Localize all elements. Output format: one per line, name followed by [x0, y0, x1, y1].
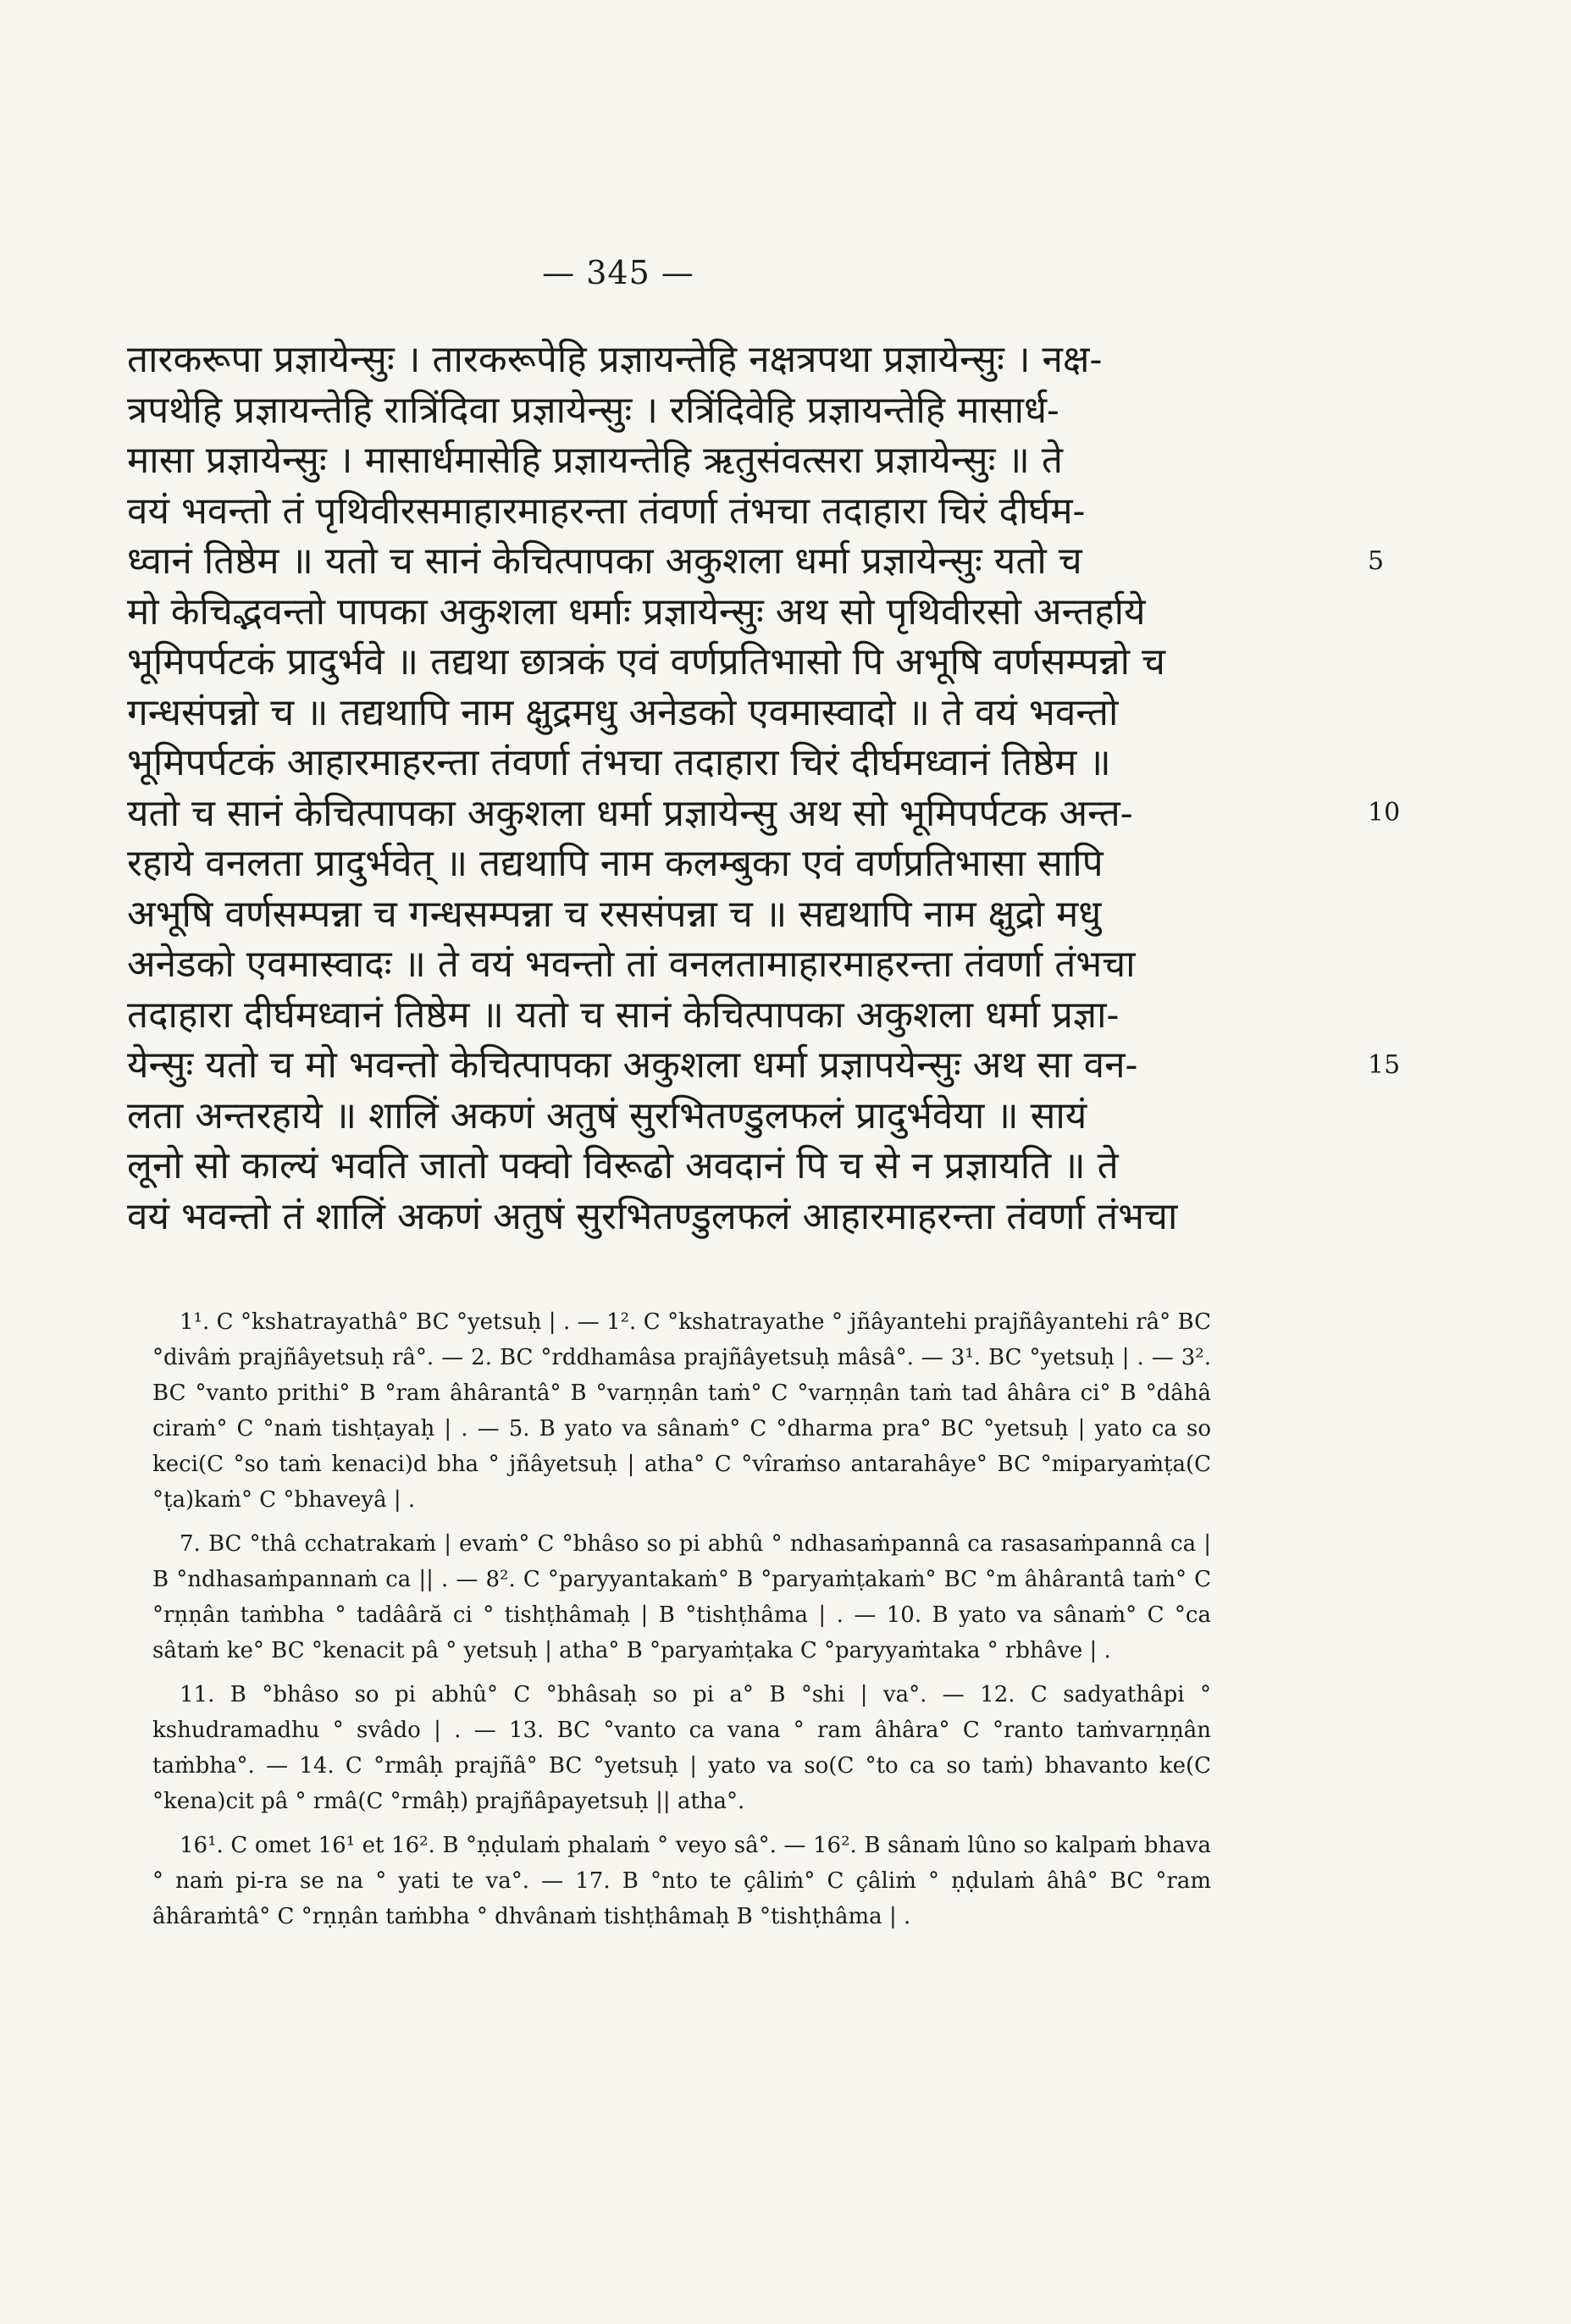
text-line: रहाये वनलता प्रादुर्भवेत् ॥ तद्यथापि नाम कलम्बुका एवं वर्णप्रतिभासा सापि [127, 842, 1104, 885]
text-line: भूमिपर्पटकं आहारमाहरन्ता तंवर्णा तंभचा तदाहारा चिरं दीर्घमध्वानं तिष्ठेम ॥ [127, 741, 1111, 784]
text-line: मासा प्रज्ञायेन्सुः । मासार्धमासेहि प्रज्ञायन्तेहि ऋतुसंवत्सरा प्रज्ञायेन्सुः ॥ ते [127, 439, 1063, 482]
footnote-paragraph: 7. BC °thâ cchatrakaṁ | evaṁ° C °bhâso so pi abhû ° ndhasaṁpannâ ca rasasaṁpannâ ca | B °ndhasaṁpannaṁ ca || . — 8². C °paryyantakaṁ° B °paryaṁṭakaṁ° BC °m âhârantâ taṁ° C °rṇṇân taṁbha ° tadââră ci ° tishṭhâmaḥ | B °tishṭhâma | . — 10. B yato va sânaṁ° C °ca sâtaṁ ke° BC °kenacit pâ ° yetsuḥ | atha° B °paryaṁṭaka C °paryyaṁtaka ° rbhâve | . [152, 1531, 1211, 1663]
line-number-10: 10 [1368, 798, 1401, 827]
text-line: वयं भवन्तो तं पृथिवीरसमाहारमाहरन्ता तंवर्णा तंभचा तदाहारा चिरं दीर्घम- [127, 489, 1086, 533]
text-line: तदाहारा दीर्घमध्वानं तिष्ठेम ॥ यतो च सानं केचित्पापका अकुशला धर्मा प्रज्ञा- [127, 993, 1120, 1037]
footnote-paragraph: 1¹. C °kshatrayathâ° BC °yetsuḥ | . — 1². C °kshatrayathe ° jñâyantehi prajñâyantehi râ° BC °divâṁ prajñâyetsuḥ râ°. — 2. BC °rddhamâsa prajñâyetsuḥ mâsâ°. — 3¹. BC °yetsuḥ | . — 3². BC °vanto prithi° B °ram âhârantâ° B °varṇṇân taṁ° C °varṇṇân taṁ tad âhâra ci° B °dâhâ ciraṁ° C °naṁ tishṭayaḥ | . — 5. B yato va sânaṁ° C °dharma pra° BC °yetsuḥ | yato ca so keci(C °so taṁ kenaci)d bha ° jñâyetsuḥ | atha° C °vîraṁso antarahâye° BC °miparyaṁṭa(C °ṭa)kaṁ° C °bhaveyâ | . [152, 1309, 1211, 1513]
line-number-5: 5 [1368, 546, 1385, 576]
main-text-block [127, 335, 1401, 1242]
text-line: भूमिपर्पटकं प्रादुर्भवे ॥ तद्यथा छात्रकं एवं वर्णप्रतिभासो पि अभूषि वर्णसम्पन्नो च [127, 640, 1165, 683]
text-line: लता अन्तरहाये ॥ शालिं अकणं अतुषं सुरभितण्डुलफलं प्रादुर्भवेया ॥ सायं [127, 1093, 1087, 1137]
footnote-paragraph: 11. B °bhâso so pi abhû° C °bhâsaḥ so pi a° B °shi | va°. — 12. C sadyathâpi ° kshudramadhu ° svâdo | . — 13. BC °vanto ca vana ° ram âhâra° C °ranto taṁvarṇṇân taṁbha°. — 14. C °rmâḥ prajñâ° BC °yetsuḥ | yato va so(C °to ca so taṁ) bhavanto ke(C °kena)cit pâ ° rmâ(C °rmâḥ) prajñâpayetsuḥ || atha°. [152, 1682, 1211, 1814]
text-line: वयं भवन्तो तं शालिं अकणं अतुषं सुरभितण्डुलफलं आहारमाहरन्ता तंवर्णा तंभचा [127, 1194, 1178, 1238]
line-number-15: 15 [1368, 1050, 1401, 1080]
text-line: अभूषि वर्णसम्पन्ना च गन्धसम्पन्ना च रससंपन्ना च ॥ सद्यथापि नाम क्षुद्रो मधु [127, 892, 1102, 936]
text-line: अनेडको एवमास्वादः ॥ ते वयं भवन्तो तां वनलतामाहारमाहरन्ता तंवर्णा तंभचा [127, 943, 1136, 986]
text-line: ध्वानं तिष्ठेम ॥ यतो च सानं केचित्पापका अकुशला धर्मा प्रज्ञायेन्सुः यतो च [127, 540, 1082, 583]
footnotes [152, 1304, 1211, 1943]
text-line: तारकरूपा प्रज्ञायेन्सुः । तारकरूपेहि प्रज्ञायन्तेहि नक्षत्रपथा प्रज्ञायेन्सुः । नक्ष- [127, 338, 1103, 381]
text-line: येन्सुः यतो च मो भवन्तो केचित्पापका अकुशला धर्मा प्रज्ञापयेन्सुः अथ सा वन- [127, 1043, 1138, 1087]
text-line: यतो च सानं केचित्पापका अकुशला धर्मा प्रज्ञायेन्सु अथ सो भूमिपर्पटक अन्त- [127, 791, 1133, 835]
text-line: मो केचिद्भवन्तो पापका अकुशला धर्माः प्रज्ञायेन्सुः अथ सो पृथिवीरसो अन्तर्हाये [127, 589, 1146, 634]
page-number: — 345 — [542, 254, 694, 291]
text-line: गन्धसंपन्नो च ॥ तद्यथापि नाम क्षुद्रमधु अनेडको एवमास्वादो ॥ ते वयं भवन्तो [127, 690, 1119, 734]
text-line: लूनो सो काल्यं भवति जातो पक्वो विरूढो अवदानं पि च से न प्रज्ञायति ॥ ते [127, 1144, 1119, 1187]
text-line: त्रपथेहि प्रज्ञायन्तेहि रात्रिंदिवा प्रज्ञायेन्सुः । रत्रिंदिवेहि प्रज्ञायन्तेहि मासार्ध- [127, 388, 1059, 432]
footnote-paragraph: 16¹. C omet 16¹ et 16². B °ṇḍulaṁ phalaṁ ° veyo sâ°. — 16². B sânaṁ lûno so kalpaṁ bhava ° naṁ pi-ra se na ° yati te va°. — 17. B °nto te çâliṁ° C çâliṁ ° ṇḍulaṁ âhâ° BC °ram âhâraṁtâ° C °rṇṇân taṁbha ° dhvânaṁ tishṭhâmaḥ B °tishṭhâma | . [152, 1833, 1211, 1929]
